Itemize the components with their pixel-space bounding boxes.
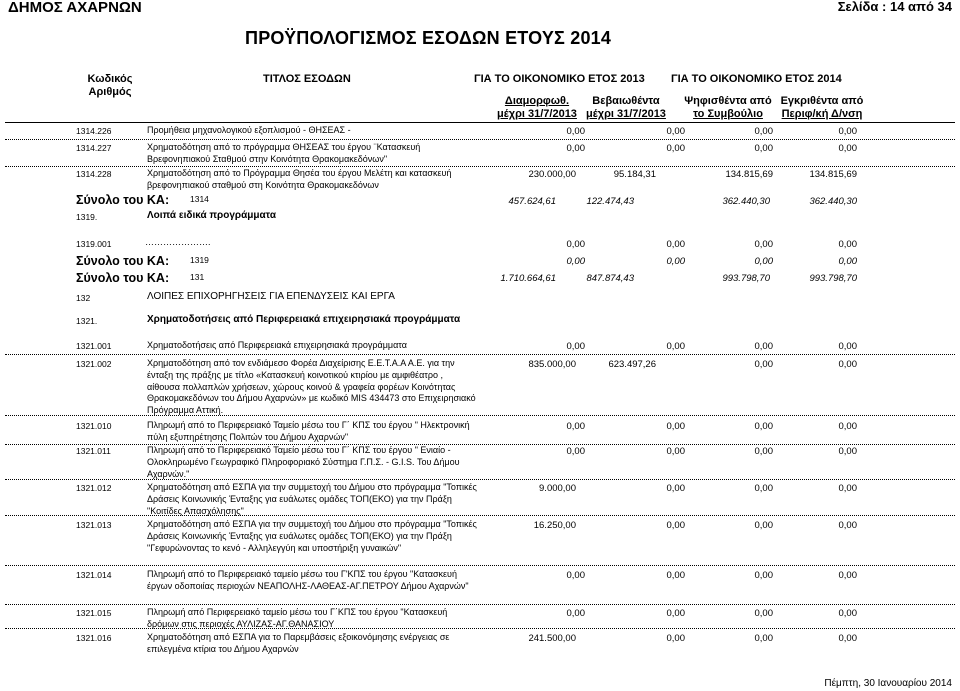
row-value-voted: 0,00 <box>754 126 773 137</box>
row-value-approved: 0,00 <box>838 446 857 457</box>
row-value-formed: 9.000,00 <box>539 483 576 494</box>
section-title: ΛΟΙΠΕΣ ΕΠΙΧΟΡΗΓΗΣΕΙΣ ΓΙΑ ΕΠΕΝΔΥΣΕΙΣ ΚΑΙ ΕΡΓΑ <box>147 291 395 302</box>
row-value-certified: 0,00 <box>666 421 685 432</box>
row-value-voted: 0,00 <box>754 483 773 494</box>
row-divider <box>5 166 955 167</box>
row-value-approved: 0,00 <box>838 633 857 644</box>
row-code: 1321.001 <box>76 341 112 351</box>
section-title: Λοιπά ειδικά προγράμματα <box>147 210 276 221</box>
row-description: Πληρωμή από το Περιφερειακό Ταμείο μέσω του Γ΄ ΚΠΣ του έργου " Ενιαίο - Ολοκληρωμένο Γεωγραφικό Πληροφοριακό Σύστημα Γ.Π.Σ. - G.I.S. Του Δήμου Αχαρνών." <box>147 445 460 479</box>
total-value-formed: 0,00 <box>566 256 585 267</box>
row-value-voted: 134.815,69 <box>725 169 773 180</box>
row-description: Χρηματοδότηση από ΕΣΠΑ για την συμμετοχή του Δήμου στο πρόγραμμα "Τοπικές Δράσεις Κοινωνικής Ένταξης για ευάλωτες ομάδες ΤΟΠ(ΕΚΟ) για την Πράξη "Κοιτίδες Απασχόλησης" <box>147 482 477 516</box>
row-value-approved: 0,00 <box>838 520 857 531</box>
row-value-voted: 0,00 <box>754 570 773 581</box>
row-value-voted: 0,00 <box>754 341 773 352</box>
row-description: Πληρωμή από το Περιφερειακό Ταμείο μέσω του Γ΄ ΚΠΣ του έργου " Ηλεκτρονική πύλη εξυπηρέτησης Πολιτών του Δήμου Αχαρνών" <box>147 420 470 442</box>
row-description: Πληρωμή από Περιφερειακό ταμείο μέσω του Γ΄ΚΠΣ του έργου "Κατασκευή δρόμων στις περιοχές ΑΥΛΙΖΑΣ-ΑΓ.ΘΑΝΑΣΙΟΥ <box>147 607 448 629</box>
row-value-approved: 134.815,69 <box>809 169 857 180</box>
row-description: Χρηματοδοτήσεις από Περιφερειακά επιχειρησιακά προγράμματα <box>147 340 407 350</box>
col-approved-label-2: Περιφ/κή Δ/νση <box>781 108 863 120</box>
col-formed-label-2: μέχρι 31/7/2013 <box>497 108 577 120</box>
row-value-approved: 0,00 <box>838 126 857 137</box>
row-description: …………………. <box>145 237 211 247</box>
total-value-formed: 1.710.664,61 <box>500 273 556 284</box>
row-value-formed: 0,00 <box>566 446 585 457</box>
row-code: 1314.226 <box>76 126 112 136</box>
row-code: 1321.011 <box>76 446 111 456</box>
row-value-approved: 0,00 <box>838 359 857 370</box>
total-code: 1319 <box>190 255 209 265</box>
header-rule <box>5 122 955 123</box>
total-value-certified: 122.474,43 <box>586 196 634 207</box>
municipality-name: ΔΗΜΟΣ ΑΧΑΡΝΩΝ <box>8 0 142 16</box>
total-value-approved: 0,00 <box>838 256 857 267</box>
section-code: 132 <box>76 293 91 303</box>
total-value-voted: 0,00 <box>754 256 773 267</box>
row-value-certified: 0,00 <box>666 341 685 352</box>
row-divider <box>5 479 955 480</box>
total-value-voted: 362.440,30 <box>722 196 770 207</box>
col-certified-label-2: μέχρι 31/7/2013 <box>586 108 666 120</box>
row-value-voted: 0,00 <box>754 143 773 154</box>
section-code: 1319. <box>76 212 98 222</box>
total-code: 1314 <box>190 194 209 204</box>
row-value-formed: 230.000,00 <box>528 169 576 180</box>
row-value-certified: 0,00 <box>666 520 685 531</box>
row-code: 1319.001 <box>76 239 112 249</box>
row-value-certified: 0,00 <box>666 143 685 154</box>
row-value-formed: 0,00 <box>566 126 585 137</box>
row-value-approved: 0,00 <box>838 608 857 619</box>
row-value-certified: 0,00 <box>666 483 685 494</box>
row-value-voted: 0,00 <box>754 520 773 531</box>
col-voted-label-1: Ψηφισθέντα από <box>684 95 772 107</box>
row-value-approved: 0,00 <box>838 341 857 352</box>
row-value-voted: 0,00 <box>754 421 773 432</box>
col-approved-label-1: Εγκριθέντα από <box>780 95 864 107</box>
row-code: 1321.002 <box>76 359 112 369</box>
row-code: 1321.010 <box>76 421 112 431</box>
row-description: Χρηματοδότηση από ΕΣΠΑ για την συμμετοχή του Δήμου στο πρόγραμμα "Τοπικές Δράσεις Κοινωνικής Ένταξης για ευάλωτες ομάδες ΤΟΠ(ΕΚΟ) για την Πράξη "Γεφυρώνοντας το κενό - Αλληλεγγύη και υποστήριξη γυναικών" <box>147 519 477 553</box>
total-label: Σύνολο του ΚΑ: <box>76 193 170 207</box>
row-value-formed: 0,00 <box>566 421 585 432</box>
row-code: 1321.016 <box>76 633 112 643</box>
page-number: Σελίδα : 14 από 34 <box>837 0 952 14</box>
row-divider <box>5 415 955 416</box>
col-group-2013: ΓΙΑ ΤΟ ΟΙΚΟΝΟΜΙΚΟ ΕΤΟΣ 2013 <box>474 73 645 85</box>
row-value-certified: 0,00 <box>666 446 685 457</box>
row-description: Προμήθεια μηχανολογικού εξοπλισμού - ΘΗΣΕΑΣ - <box>147 125 351 135</box>
total-value-approved: 993.798,70 <box>809 273 857 284</box>
total-value-voted: 993.798,70 <box>722 273 770 284</box>
total-value-certified: 847.874,43 <box>586 273 634 284</box>
row-value-certified: 95.184,31 <box>613 169 656 180</box>
row-value-certified: 0,00 <box>666 126 685 137</box>
row-value-formed: 835.000,00 <box>528 359 576 370</box>
row-value-voted: 0,00 <box>754 633 773 644</box>
row-description: Χρηματοδότηση από το πρόγραμμα ΘΗΣΕΑΣ του έργου ¨Κατασκευή Βρεφονηπιακού Σταθμού στην Κοινότητα Θρακομακεδόνων" <box>147 142 421 164</box>
row-description: Χρηματοδότηση από ΕΣΠΑ για το Παρεμβάσεις εξοικονόμησης ενέργειας σε επιλεγμένα κτίρια του Δήμου Αχαρνών <box>147 632 450 654</box>
row-divider <box>5 604 955 605</box>
row-value-formed: 0,00 <box>566 239 585 250</box>
row-value-voted: 0,00 <box>754 608 773 619</box>
row-value-voted: 0,00 <box>754 239 773 250</box>
section-code: 1321. <box>76 316 98 326</box>
total-code: 131 <box>190 272 205 282</box>
row-code: 1321.015 <box>76 608 112 618</box>
print-date: Πέμπτη, 30 Ιανουαρίου 2014 <box>824 678 952 689</box>
row-description: Πληρωμή από το Περιφερειακό ταμείο μέσω του Γ'ΚΠΣ του έργου "Κατασκευή έργων οδοποιίας περιοχών ΝΕΑΠΟΛΗΣ-ΛΑΘΕΑΣ-ΑΓ.ΠΕΤΡΟΥ Δήμου Αχαρνών" <box>147 569 469 591</box>
row-description: Χρηματοδότηση από το Πρόγραμμα Θησέα του έργου Μελέτη και κατασκευή βρεφονηπιακού σταθμού στη Κοινότητα Θρακομακεδόνων <box>147 168 452 190</box>
row-divider <box>5 515 955 516</box>
total-value-approved: 362.440,30 <box>809 196 857 207</box>
row-value-certified: 0,00 <box>666 239 685 250</box>
col-certified-label-1: Βεβαιωθέντα <box>592 95 660 107</box>
col-voted-label-2: το Συμβούλιο <box>693 108 763 120</box>
row-value-certified: 623.497,26 <box>608 359 656 370</box>
col-formed-label-1: Διαμορφωθ. <box>504 95 570 107</box>
col-group-2014: ΓΙΑ ΤΟ ΟΙΚΟΝΟΜΙΚΟ ΕΤΟΣ 2014 <box>671 73 842 85</box>
col-code-label-2: Αριθμός <box>88 86 132 98</box>
row-value-formed: 0,00 <box>566 341 585 352</box>
row-value-certified: 0,00 <box>666 633 685 644</box>
row-value-formed: 0,00 <box>566 570 585 581</box>
row-value-approved: 0,00 <box>838 421 857 432</box>
row-code: 1321.013 <box>76 520 112 530</box>
row-value-formed: 0,00 <box>566 143 585 154</box>
row-code: 1321.012 <box>76 483 112 493</box>
row-description: Χρηματοδότηση από τον ενδιάμεσο Φορέα Διαχείρισης Ε.Ε.Τ.Α.Α Α.Ε. για την ένταξη της πράξης με τίτλο «Κατασκευή κοινοτικού κτιρίου με αμφιθέατρο , αίθουσα πολλαπλών χρήσεων, χώρους κοινού & γραφεία φορέων Κοινότητας Θρακομακεδόνων του Δήμου Αχαρνών» με κωδικό MIS 434473 στο Επιχειρησιακό Πρόγραμμα Αττική. <box>147 358 476 416</box>
total-label: Σύνολο του ΚΑ: <box>76 254 170 268</box>
row-code: 1314.227 <box>76 143 112 153</box>
row-code: 1321.014 <box>76 570 112 580</box>
row-value-formed: 0,00 <box>566 608 585 619</box>
total-value-certified: 0,00 <box>666 256 685 267</box>
total-value-formed: 457.624,61 <box>508 196 556 207</box>
total-label: Σύνολο του ΚΑ: <box>76 271 170 285</box>
row-value-formed: 16.250,00 <box>533 520 576 531</box>
col-title-label: ΤΙΤΛΟΣ ΕΣΟΔΩΝ <box>263 73 351 85</box>
row-divider <box>5 354 955 355</box>
row-divider <box>5 139 955 140</box>
row-divider <box>5 628 955 629</box>
row-value-certified: 0,00 <box>666 608 685 619</box>
section-title: Χρηματοδοτήσεις από Περιφερειακά επιχειρησιακά προγράμματα <box>147 314 461 325</box>
row-value-voted: 0,00 <box>754 359 773 370</box>
page-title: ΠΡΟΫΠΟΛΟΓΙΣΜΟΣ ΕΣΟΔΩΝ ΕΤΟΥΣ 2014 <box>245 28 612 48</box>
row-value-approved: 0,00 <box>838 239 857 250</box>
row-value-approved: 0,00 <box>838 570 857 581</box>
row-value-approved: 0,00 <box>838 143 857 154</box>
row-value-certified: 0,00 <box>666 570 685 581</box>
row-value-voted: 0,00 <box>754 446 773 457</box>
row-divider <box>5 565 955 566</box>
row-value-approved: 0,00 <box>838 483 857 494</box>
row-value-formed: 241.500,00 <box>528 633 576 644</box>
col-code-label-1: Κωδικός <box>87 73 133 85</box>
row-code: 1314.228 <box>76 169 112 179</box>
